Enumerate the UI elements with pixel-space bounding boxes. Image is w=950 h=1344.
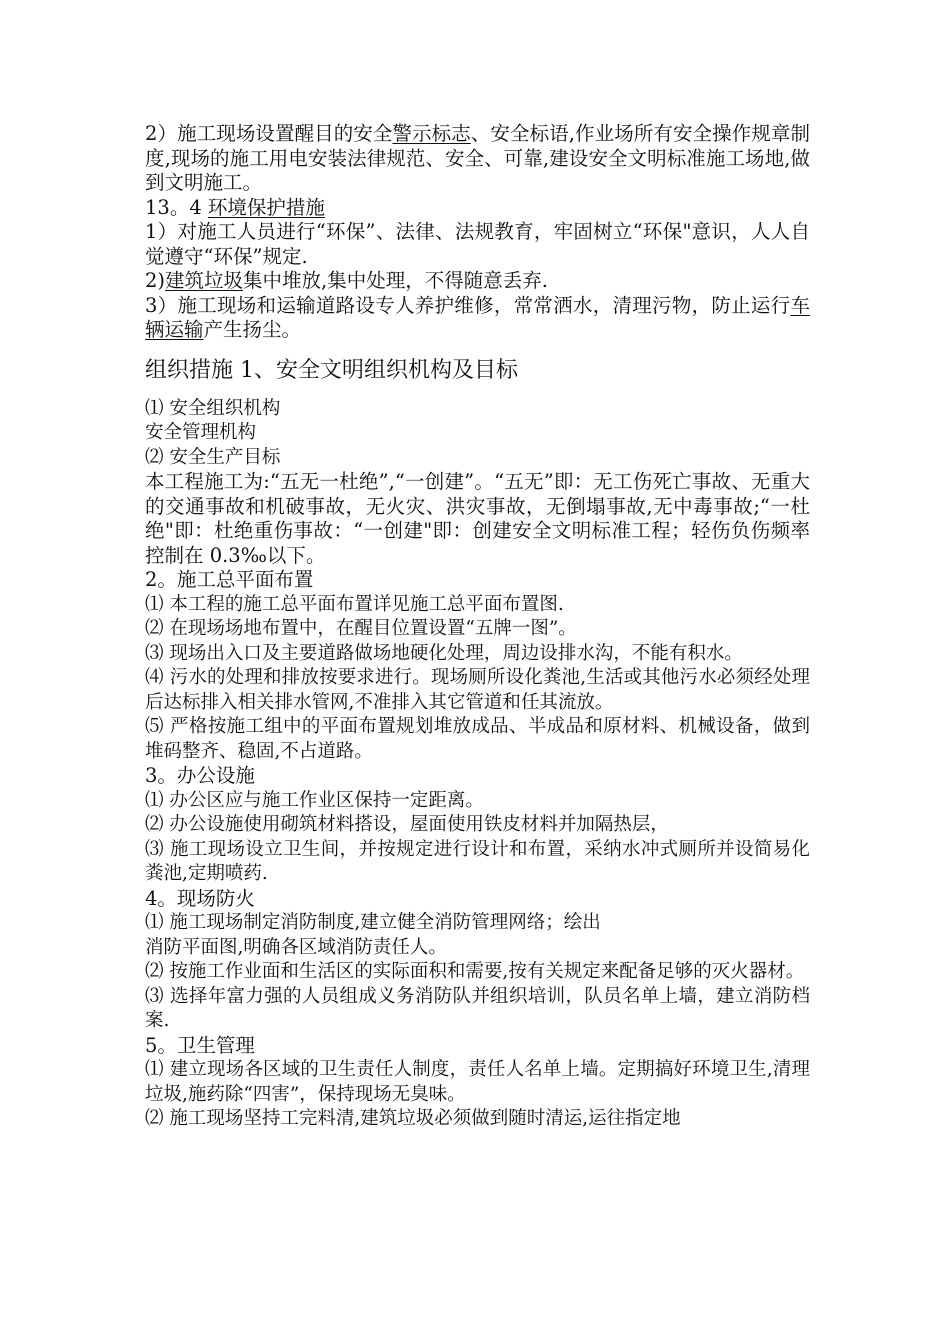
link-warning-signs[interactable]: 警示标志: [392, 122, 471, 145]
text: 3）施工现场和运输道路设专人养护维修，常常洒水，清理污物，防止运行: [145, 293, 791, 317]
text: 2): [145, 269, 166, 292]
link-construction-waste[interactable]: 建筑垃圾: [165, 269, 244, 292]
org-line-4: 本工程施工为:“五无一杜绝”,“一创建”。“五无”即：无工伤死亡事故、无重大的交通事故和机破事故，无火灾、洪灾事故，无倒塌事故,无中毒事故;“一杜绝"即：杜绝重伤事故：“一创建"即：创建安全文明标准工程；轻伤负伤频率控制在 0.3‰以下。: [145, 470, 810, 567]
document-page: [145, 122, 810, 1132]
hygiene-title: 5。卫生管理: [145, 1033, 255, 1057]
env-section-heading: [145, 196, 810, 221]
link-environmental-protection[interactable]: 环境保护措施: [207, 195, 325, 219]
fire-title: 4。现场防火: [145, 886, 255, 910]
org-line-1: ⑴ 安全组织机构: [145, 397, 281, 419]
env-item-2b: [145, 269, 810, 294]
text: 产生扬尘。: [203, 318, 302, 341]
fire-item-2: ⑵ 按施工作业面和生活区的实际面积和需要,按有关规定来配备足够的灭火器材。: [145, 961, 805, 982]
layout-item-4: ⑷ 污水的处理和排放按要求进行。现场厕所设化粪池,生活或其他污水必须经处理后达标排入相关排水管网,不准排入其它管道和任其流放。: [145, 667, 810, 713]
env-item-2: [145, 122, 810, 196]
office-title: 3。办公设施: [145, 764, 255, 787]
env-item-1: 1）对施工人员进行“环保”、法律、法规教育，牢固树立“环保"意识，人人自觉遵守“环保”规定.: [145, 220, 810, 268]
text: 集中堆放,集中处理，不得随意丢弃.: [243, 269, 548, 292]
office-item-1: ⑴ 办公区应与施工作业区保持一定距离。: [145, 789, 484, 811]
org-line-2: 安全管理机构: [145, 422, 257, 443]
text: 2）施工现场设置醒目的安全: [145, 122, 393, 145]
fire-item-1a: ⑴ 施工现场制定消防制度,建立健全消防管理网络；绘出: [145, 912, 601, 933]
hygiene-item-2: ⑵ 施工现场坚持工完料清,建筑垃圾必须做到随时清运,运往指定地: [145, 1108, 681, 1129]
org-heading: 组织措施 1、安全文明组织机构及目标: [145, 357, 518, 383]
link-vehicle-transport[interactable]: 车辆运输: [145, 293, 810, 341]
section-number: 13。4: [145, 195, 208, 219]
layout-item-5: ⑸ 严格按施工组中的平面布置规划堆放成品、半成品和原材料、机械设备，做到堆码整齐、稳固,不占道路。: [145, 716, 810, 762]
layout-item-2: ⑵ 在现场场地布置中，在醒目位置设置“五牌一图”。: [145, 618, 577, 639]
text: 、安全标语,作业场所有安全操作规章制度,现场的施工用电安装法律规范、安全、可靠,建设安全文明标准施工场地,做到文明施工。: [145, 122, 810, 194]
org-line-3: ⑵ 安全生产目标: [145, 446, 281, 468]
layout-title: 2。施工总平面布置: [145, 568, 314, 591]
fire-item-1b: 消防平面图,明确各区域消防责任人。: [145, 936, 447, 958]
layout-item-3: ⑶ 现场出入口及主要道路做场地硬化处理，周边设排水沟，不能有积水。: [145, 642, 743, 664]
env-item-3: [145, 294, 810, 343]
layout-item-1: ⑴ 本工程的施工总平面布置详见施工总平面布置图.: [145, 593, 564, 615]
fire-item-3: ⑶ 选择年富力强的人员组成义务消防队并组织培训，队员名单上墙，建立消防档案.: [145, 985, 810, 1031]
hygiene-item-1: ⑴ 建立现场各区域的卫生责任人制度，责任人名单上墙。定期搞好环境卫生,清理垃圾,施药除“四害”，保持现场无臭味。: [145, 1059, 810, 1105]
office-item-3: ⑶ 施工现场设立卫生间，并按规定进行设计和布置，采纳水冲式厕所并设简易化粪池,定期喷药.: [145, 838, 810, 884]
office-item-2: ⑵ 办公设施使用砌筑材料搭设，屋面使用铁皮材料并加隔热层，: [145, 814, 669, 835]
